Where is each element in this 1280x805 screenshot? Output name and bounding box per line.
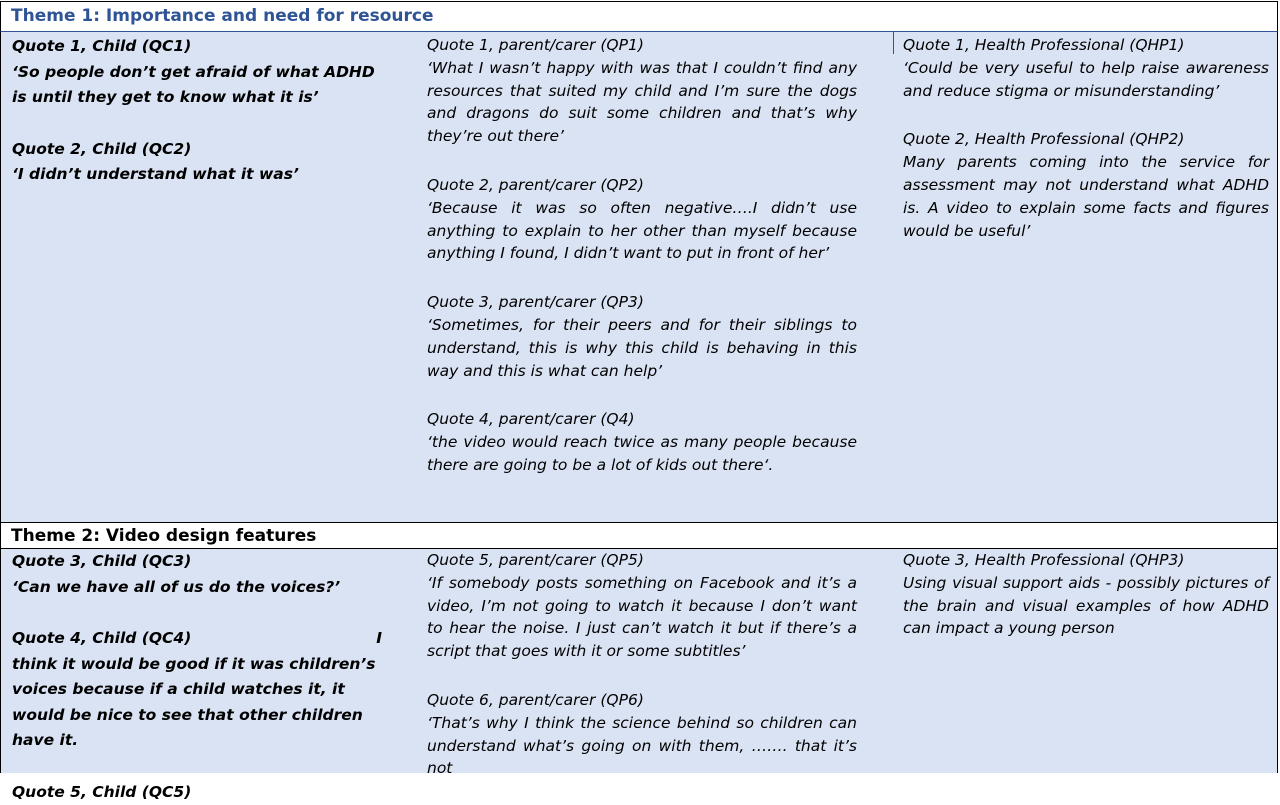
parent-quote — [427, 174, 857, 265]
quote-label: Quote 4, Child (QC4) — [12, 626, 191, 652]
parent-quote — [427, 689, 857, 780]
quote-text: ‘I didn’t understand what it was’ — [12, 165, 299, 183]
quote-label: Quote 5, Child (QC5) — [12, 780, 382, 805]
quote-text: Using visual support aids - possibly pictures of the brain and visual examples of how ADHD can impact a young person — [903, 574, 1269, 638]
quote-label: Quote 6, parent/carer (QP6) — [427, 689, 857, 712]
quote-label: Quote 5, parent/carer (QP5) — [427, 549, 857, 572]
quote-label: Quote 1, Child (QC1) — [12, 34, 382, 60]
parent-quote — [427, 549, 857, 663]
health-professional-quote — [903, 549, 1269, 640]
quote-text: ‘Sometimes, for their peers and for their siblings to understand, this is why this child is behaving in this way and this is what can help’ — [427, 316, 857, 380]
quote-text: ‘Because it was so often negative….I didn’t use anything to explain to her other than myself because anything I found, I didn’t want to put in front of her’ — [427, 199, 857, 263]
quote-label: Quote 3, parent/carer (QP3) — [427, 291, 857, 314]
quote-text: Many parents coming into the service for assessment may not understand what ADHD is. A video to explain some facts and figures would be useful’ — [903, 153, 1269, 239]
child-quote — [12, 549, 382, 600]
quote-label: Quote 3, Child (QC3) — [12, 549, 382, 575]
health-professional-quote — [903, 128, 1269, 242]
parent-quotes-column — [427, 32, 857, 477]
child-quotes-column — [12, 32, 382, 188]
child-quote — [12, 780, 382, 805]
theme-1-header: Theme 1: Importance and need for resource — [0, 1, 1278, 31]
health-professional-quotes-column — [903, 549, 1269, 640]
theme-2-header: Theme 2: Video design features — [0, 522, 1278, 549]
quote-label: Quote 2, Child (QC2) — [12, 137, 382, 163]
quote-label: Quote 1, parent/carer (QP1) — [427, 34, 857, 57]
quote-text: ‘What I wasn’t happy with was that I couldn’t find any resources that suited my child and I’m sure the dogs and dragons do suit some children and that’s why they’re out there’ — [427, 59, 857, 145]
quote-text: ‘the video would reach twice as many people because there are going to be a lot of kids out there‘. — [427, 433, 857, 474]
parent-quote — [427, 34, 857, 148]
column-divider — [893, 32, 894, 54]
child-quote — [12, 137, 382, 188]
quote-label: Quote 2, Health Professional (QHP2) — [903, 128, 1269, 151]
quote-text: ‘That’s why I think the science behind so children can understand what’s going on with them, ……. that it’s not — [427, 714, 857, 778]
parent-quotes-column — [427, 549, 857, 780]
child-quote — [12, 626, 382, 754]
health-professional-quote — [903, 34, 1269, 102]
parent-quote — [427, 291, 857, 382]
child-quote — [12, 34, 382, 111]
quote-text: ‘Could be very useful to help raise awareness and reduce stigma or misunderstanding’ — [903, 59, 1269, 100]
quote-label: Quote 1, Health Professional (QHP1) — [903, 34, 1269, 57]
theme-1-row — [0, 31, 1278, 522]
quote-text: think it would be good if it was children’s voices because if a child watches it, it would be nice to see that other children have it. — [12, 655, 376, 750]
quote-text: ‘Can we have all of us do the voices?’ — [12, 578, 340, 596]
parent-quote — [427, 408, 857, 476]
child-quotes-column — [12, 549, 382, 805]
health-professional-quotes-column — [903, 32, 1269, 242]
quote-label: Quote 4, parent/carer (Q4) — [427, 408, 857, 431]
theme-2-row — [0, 549, 1278, 773]
quote-text: ‘If somebody posts something on Facebook and it’s a video, I’m not going to watch it because I don’t want to hear the noise. I just can’t watch it but if there’s a script that goes with it or some subtitles’ — [427, 574, 857, 660]
quote-label: Quote 3, Health Professional (QHP3) — [903, 549, 1269, 572]
quote-label: Quote 2, parent/carer (QP2) — [427, 174, 857, 197]
quote-label-tail: I — [376, 626, 382, 652]
quote-label-line — [12, 626, 382, 652]
quote-text: ‘So people don’t get afraid of what ADHD is until they get to know what it is’ — [12, 63, 375, 107]
